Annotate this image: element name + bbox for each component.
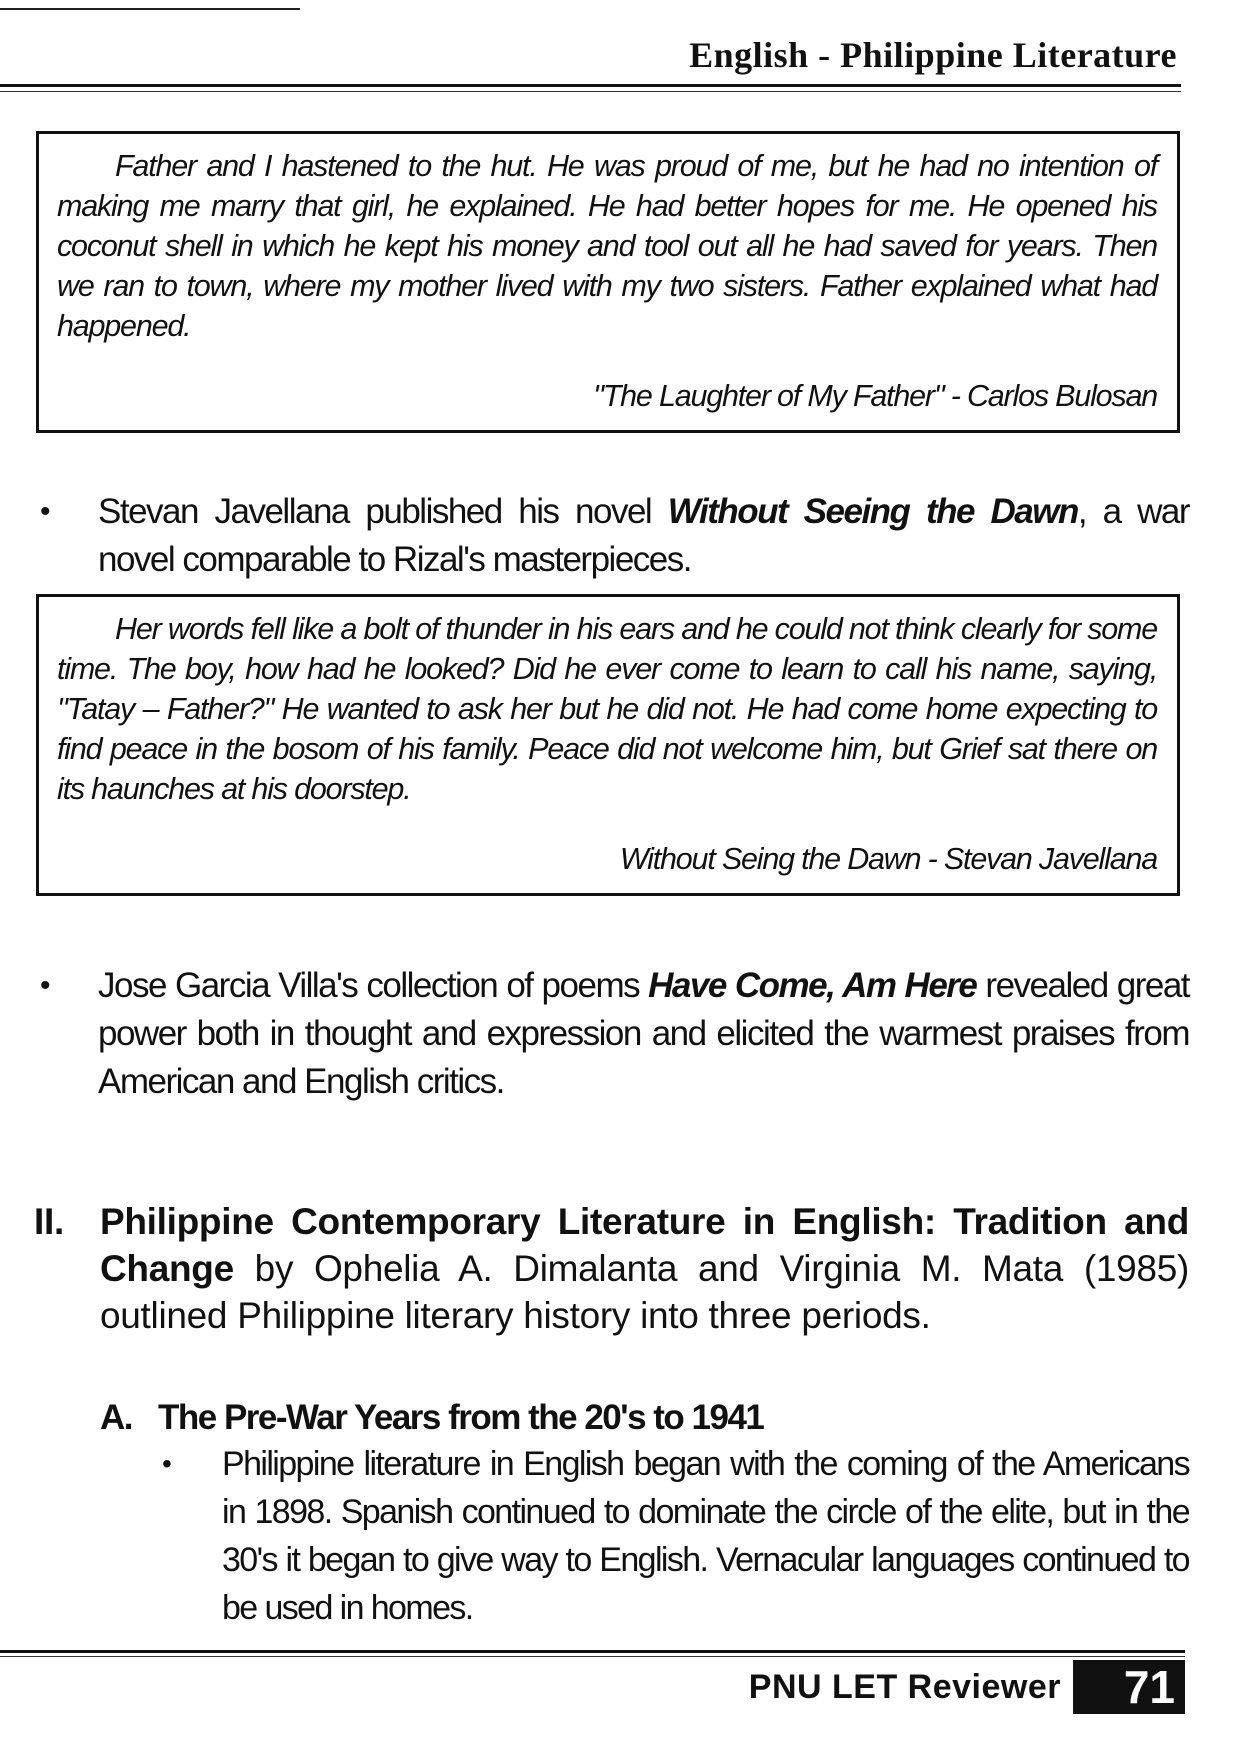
bullet-text: Jose Garcia Villa's collection of poems xyxy=(98,966,649,1005)
header-rule xyxy=(0,84,1181,87)
footer-rule xyxy=(0,1650,1185,1653)
bullet-text: , a war novel comparable to Rizal's masterpieces. xyxy=(98,492,1189,579)
subsection-a-bullet xyxy=(162,1440,1189,1632)
subsection-a-heading xyxy=(100,1398,763,1438)
bullet-text: Stevan Javellana published his novel xyxy=(98,492,668,531)
section-title: Philippine Contemporary Literature in English: Tradition and Change xyxy=(100,1201,1189,1289)
quote-citation: "The Laughter of My Father" - Carlos Bulosan xyxy=(593,379,1157,413)
section-ii xyxy=(34,1198,1189,1339)
subsection-title: The Pre-War Years from the 20's to 1941 xyxy=(158,1398,764,1437)
footer-rule-thin xyxy=(0,1656,1185,1657)
quote-box-javellana xyxy=(36,594,1180,896)
bullet-text: revealed great power both in thought and expression and elicited the warmest praises from American and English critics. xyxy=(98,966,1190,1101)
section-number: II. xyxy=(34,1201,64,1242)
bullet-text: Philippine literature in English began with the coming of the Americans in 1898. Spanish continued to dominate the circle of the elite, but in the 30's it began to give way to English. Vernacular languages continued to be used in homes. xyxy=(222,1445,1189,1627)
bullet-marker: • xyxy=(162,1448,171,1479)
quote-text: Her words fell like a bolt of thunder in his ears and he could not think clearly for some time. The boy, how had he looked? Did he ever come to learn to call his name, saying, "Tatay – Father?" He wanted to ask her but he did not. He had come home expecting to find peace in the bosom of his family. Peace did not welcome him, but Grief sat there on its haunches at his doorstep. xyxy=(57,612,1157,806)
quote-text: Father and I hastened to the hut. He was proud of me, but he had no intention of making me marry that girl, he explained. He had better hopes for me. He opened his coconut shell in which he kept his money and tool out all he had saved for years. Then we ran to town, where my mother lived with my two sisters. Father explained what had happened. xyxy=(57,149,1157,343)
page-number: 71 xyxy=(1073,1660,1185,1714)
bullet-marker: • xyxy=(40,969,50,1002)
bullet-villa xyxy=(40,962,1189,1106)
section-text: by Ophelia A. Dimalanta and Virginia M. Mata (1985) outlined Philippine literary history into three periods. xyxy=(100,1248,1189,1336)
quote-citation: Without Seing the Dawn - Stevan Javellana xyxy=(619,842,1157,876)
header-rule-thin xyxy=(0,91,1181,92)
book-title: Without Seeing the Dawn xyxy=(667,492,1078,531)
running-header: English - Philippine Literature xyxy=(689,35,1177,75)
subsection-letter: A. xyxy=(100,1398,132,1437)
quote-box-bulosan xyxy=(36,131,1180,433)
book-title: Have Come, Am Here xyxy=(648,966,977,1005)
bullet-javellana xyxy=(40,488,1189,584)
top-edge-rule xyxy=(0,8,300,10)
footer-label: PNU LET Reviewer xyxy=(748,1668,1061,1706)
bullet-marker: • xyxy=(40,495,50,528)
